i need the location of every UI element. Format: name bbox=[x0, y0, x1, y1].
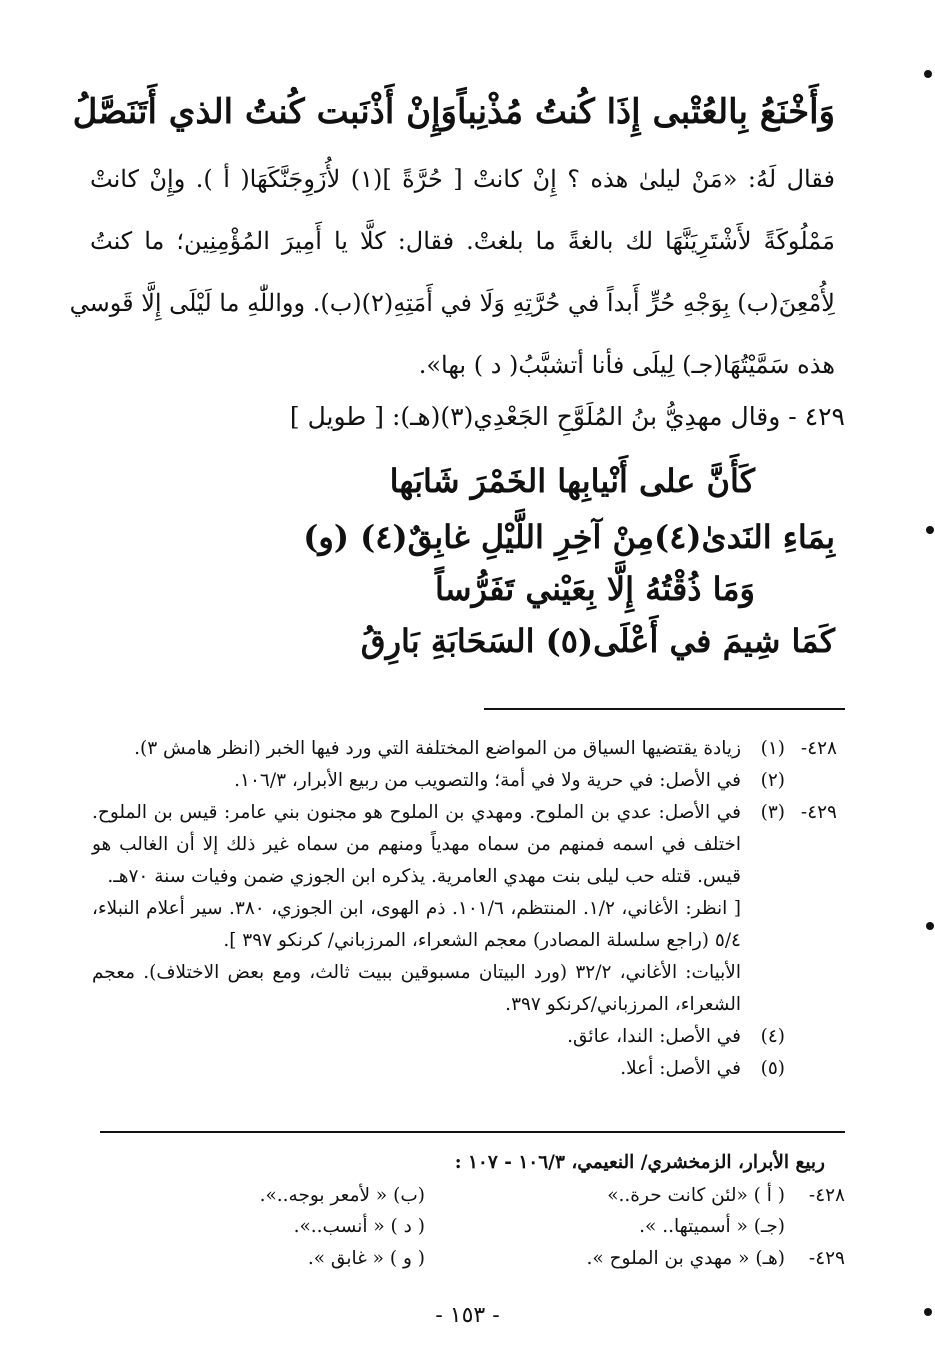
footnote-index: (٣) bbox=[760, 802, 785, 823]
poem-line: كَمَا شِيمَ في أَعْلَى(٥) السَحَابَةِ بَارِقُ bbox=[360, 622, 835, 660]
variants-divider bbox=[100, 1131, 845, 1133]
footnote-text: زيادة يقتضيها السياق من المواضع المختلفة التي ورد فيها الخبر (انظر هامش ٣). bbox=[134, 738, 741, 759]
entry-text: وقال مهدِيُّ بنُ المُلَوَّحِ الجَعْدِي(٣)(هـ): [ طويل ] bbox=[289, 402, 781, 431]
scan-mark bbox=[924, 70, 932, 78]
footnote-index: (٢) bbox=[760, 770, 785, 791]
footnote-entry-number bbox=[785, 1021, 837, 1053]
footnote bbox=[92, 1053, 837, 1085]
footnote-index: (٥) bbox=[760, 1058, 785, 1079]
prose-line: فقال لَهُ: «مَنْ ليلىٰ هذه ؟ إِنْ كانتْ [ حُرَّةً ](١) لأُزَوِجَنَّكَهَا( أ ). وإِنْ كانتْ bbox=[90, 165, 835, 193]
footnote-index bbox=[741, 957, 785, 1021]
verse-hemistich-right: وَأَخْنَعُ بِالعُتْبى إِذَا كُنتُ مُذْنِباً bbox=[456, 92, 835, 132]
footnote bbox=[92, 893, 837, 957]
footnote-text: في الأصل: عدي بن الملوح. ومهدي بن الملوح هو مجنون بني عامر: قيس بن الملوح. اختلف في اسمه فمنهم من سماه مهدياً ومنهم من سماه غير ذلك إلا أن الغالب هو قيس. قتله حب ليلى بنت مهدي العامرية. يذكره ابن الجوزي ضمن وفيات سنة ٧٠هـ. bbox=[92, 802, 741, 887]
footnote bbox=[92, 733, 837, 765]
poem-line: كَأَنَّ على أَنْيابِها الخَمْرَ شَابَها bbox=[389, 462, 755, 500]
variant-item: (ب) « لأمعر بوجه..». bbox=[259, 1185, 425, 1206]
variant-entry-number: ٤٢٨- bbox=[808, 1185, 845, 1206]
footnote-entry-number bbox=[785, 1053, 837, 1085]
footnote-index bbox=[741, 893, 785, 957]
prose-line: لِأُمْعِنَ(ب) بِوَجْهِ حُرٍّ أَبداً في حُرَّتِهِ وَلَا في أَمَتِهِ(٢)(ب). وواللّٰهِ ما لَيْلَى إِلَّا قَوسي bbox=[69, 289, 835, 317]
footnote-index: (٤) bbox=[760, 1026, 785, 1047]
footnote-entry-number bbox=[785, 893, 837, 957]
variant-item: ( د ) « أنسب..». bbox=[293, 1216, 425, 1237]
footnote-divider bbox=[484, 708, 845, 710]
poem-line: وَمَا ذُقْتُهُ إِلَّا بِعَيْني تَفَرُّساً bbox=[434, 570, 755, 608]
footnote bbox=[92, 765, 837, 797]
footnote bbox=[92, 797, 837, 893]
entry-heading bbox=[290, 402, 845, 431]
poem-line: بِمَاءِ النَدىٰ(٤)مِنْ آخِرِ اللَّيْلِ غابِقٌ(٤) (و) bbox=[303, 518, 835, 556]
footnote-text: الأبيات: الأغاني، ٣٢/٢ (ورد البيتان مسبوقين ببيت ثالث، ومع بعض الاختلاف). معجم الشعراء، المرزباني/كرنكو ٣٩٧. bbox=[92, 962, 742, 1015]
footnote-index: (١) bbox=[760, 738, 785, 759]
footnote-entry-number bbox=[785, 765, 837, 797]
scan-mark bbox=[926, 922, 934, 930]
prose-line: هذه سَمَّيْتُهَا(جـ) لِيلَى فأنا أتشبَّبُ( د ) بها». bbox=[418, 351, 835, 379]
prose-paragraph bbox=[69, 148, 835, 396]
variant-item: ( أ ) «لئن كانت حرة..» bbox=[607, 1185, 785, 1206]
footnote bbox=[92, 1021, 837, 1053]
footnote-text: في الأصل: أعلا. bbox=[620, 1058, 741, 1079]
variant-item: ( و ) « غابق ». bbox=[307, 1248, 425, 1269]
variant-entry-number: ٤٢٩- bbox=[808, 1248, 845, 1269]
footnote-entry-number: ٤٢٨- bbox=[800, 738, 837, 759]
verse-hemistich-left: وَإِنْ أَذْنَبت كُنتُ الذي أَتَنَصَّلُ bbox=[72, 92, 457, 132]
footnotes bbox=[92, 733, 837, 1085]
scan-mark bbox=[926, 526, 934, 534]
footnote-entry-number: ٤٢٩- bbox=[800, 802, 837, 823]
variants-heading: ربيع الأبرار، الزمخشري/ النعيمي، ١٠٦/٣ - ١٠٧ : bbox=[454, 1152, 825, 1173]
page-number: - ١٥٣ - bbox=[435, 1303, 500, 1328]
entry-number: ٤٢٩ - bbox=[788, 402, 845, 431]
footnote-text: [ انظر: الأغاني، ١/٢. المنتظم، ١٠١/٦. ذم الهوى، ابن الجوزي، ٣٨٠. سير أعلام النبلاء، ٥/٤ (راجع سلسلة المصادر) معجم الشعراء، المرزباني/ كرنكو ٣٩٧ ]. bbox=[92, 898, 741, 951]
variant-item: (جـ) « أسميتها.. ». bbox=[639, 1216, 785, 1237]
scan-mark bbox=[924, 1308, 932, 1316]
footnote-text: في الأصل: الندا، عائق. bbox=[567, 1026, 741, 1047]
variant-item: (هـ) « مهدي بن الملوح ». bbox=[586, 1248, 785, 1269]
footnote-entry-number bbox=[785, 957, 837, 1021]
prose-line: مَمْلُوكَةً لأَشْتَرِيَنَّهَا لك بالغةً ما بلغتْ. فقال: كلَّا يا أَمِيرَ المُؤْمِنِين؛ ما كنتُ bbox=[90, 227, 835, 255]
footnote bbox=[92, 957, 837, 1021]
verse-line bbox=[72, 92, 835, 132]
footnote-text: في الأصل: في حرية ولا في أمة؛ والتصويب من ربيع الأبرار، ١٠٦/٣. bbox=[234, 770, 741, 791]
